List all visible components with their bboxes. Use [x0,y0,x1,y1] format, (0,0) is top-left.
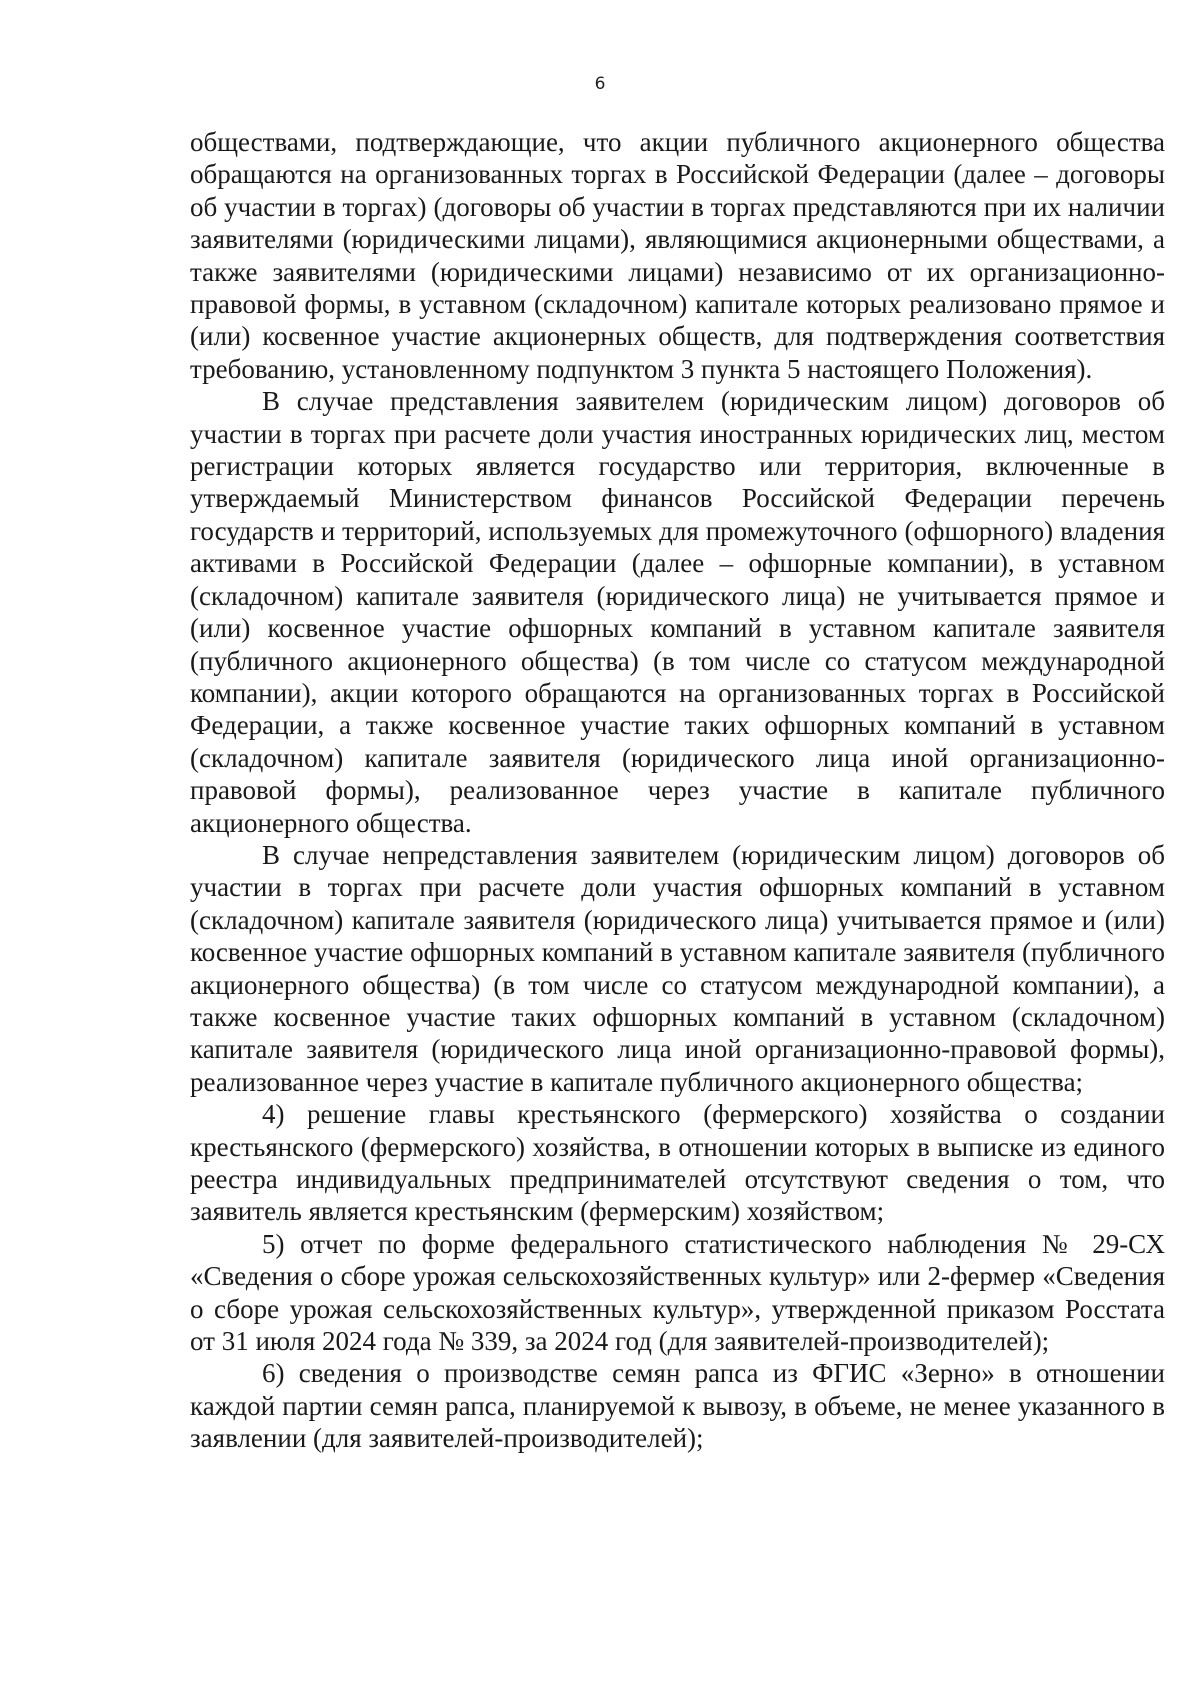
list-item-5: 5) отчет по форме федерального статистического наблюдения № 29-СХ «Сведения о сборе урожая сельскохозяйственных культур» или 2-фермер «Сведения о сборе урожая сельскохозяйственных культур», утвержденной приказом Росстата от 31 июля 2024 года № 339, за 2024 год (для заявителей-производителей); [190,1228,1165,1357]
list-item-6: 6) сведения о производстве семян рапса из ФГИС «Зерно» в отношении каждой партии семян рапса, планируемой к вывозу, в объеме, не менее указанного в заявлении (для заявителей-производителей); [190,1358,1165,1454]
list-item-4: 4) решение главы крестьянского (фермерского) хозяйства о создании крестьянского (фермерского) хозяйства, в отношении которых в выписке из единого реестра индивидуальных предпринимателей отсутствуют сведения о том, что заявитель является крестьянским (фермерским) хозяйством; [190,1099,1165,1227]
paragraph-continuation: обществами, подтверждающие, что акции публичного акционерного общества обращаются на организованных торгах в Российской Федерации (далее – договоры об участии в торгах) (договоры об участии в торгах представляются при их наличии заявителями (юридическими лицами), являющимися акционерными обществами, а также заявителями (юридическими лицами) независимо от их организационно-правовой формы, в уставном (складочном) капитале которых реализовано прямое и (или) косвенное участие акционерных обществ, для подтверждения соответствия требованию, установленному подпунктом 3 пункта 5 настоящего Положения). [190,127,1165,384]
paragraph-contracts-not-submitted: В случае непредставления заявителем (юридическим лицом) договоров об участии в торгах при расчете доли участия офшорных компаний в уставном (складочном) капитале заявителя (юридического лица) учитывается прямое и (или) косвенное участие офшорных компаний в уставном капитале заявителя (публичного акционерного общества) (в том числе со статусом международной компании), а также косвенное участие таких офшорных компаний в уставном (складочном) капитале заявителя (юридического лица иной организационно-правовой формы), реализованное через участие в капитале публичного акционерного общества; [190,839,1165,1097]
document-body [190,126,1165,1455]
page-number: 6 [594,74,606,94]
paragraph-contracts-submitted: В случае представления заявителем (юридическим лицом) договоров об участии в торгах при расчете доли участия иностранных юридических лиц, местом регистрации которых является государство или территория, включенные в утверждаемый Министерством финансов Российской Федерации перечень государств и территорий, используемых для промежуточного (офшорного) владения активами в Российской Федерации (далее – офшорные компании), в уставном (складочном) капитале заявителя (юридического лица) не учитывается прямое и (или) косвенное участие офшорных компаний в уставном капитале заявителя (публичного акционерного общества) (в том числе со статусом международной компании), акции которого обращаются на организованных торгах в Российской Федерации, а также косвенное участие таких офшорных компаний в уставном (складочном) капитале заявителя (юридического лица иной организационно-правовой формы), реализованное через участие в капитале публичного акционерного общества. [190,386,1165,838]
